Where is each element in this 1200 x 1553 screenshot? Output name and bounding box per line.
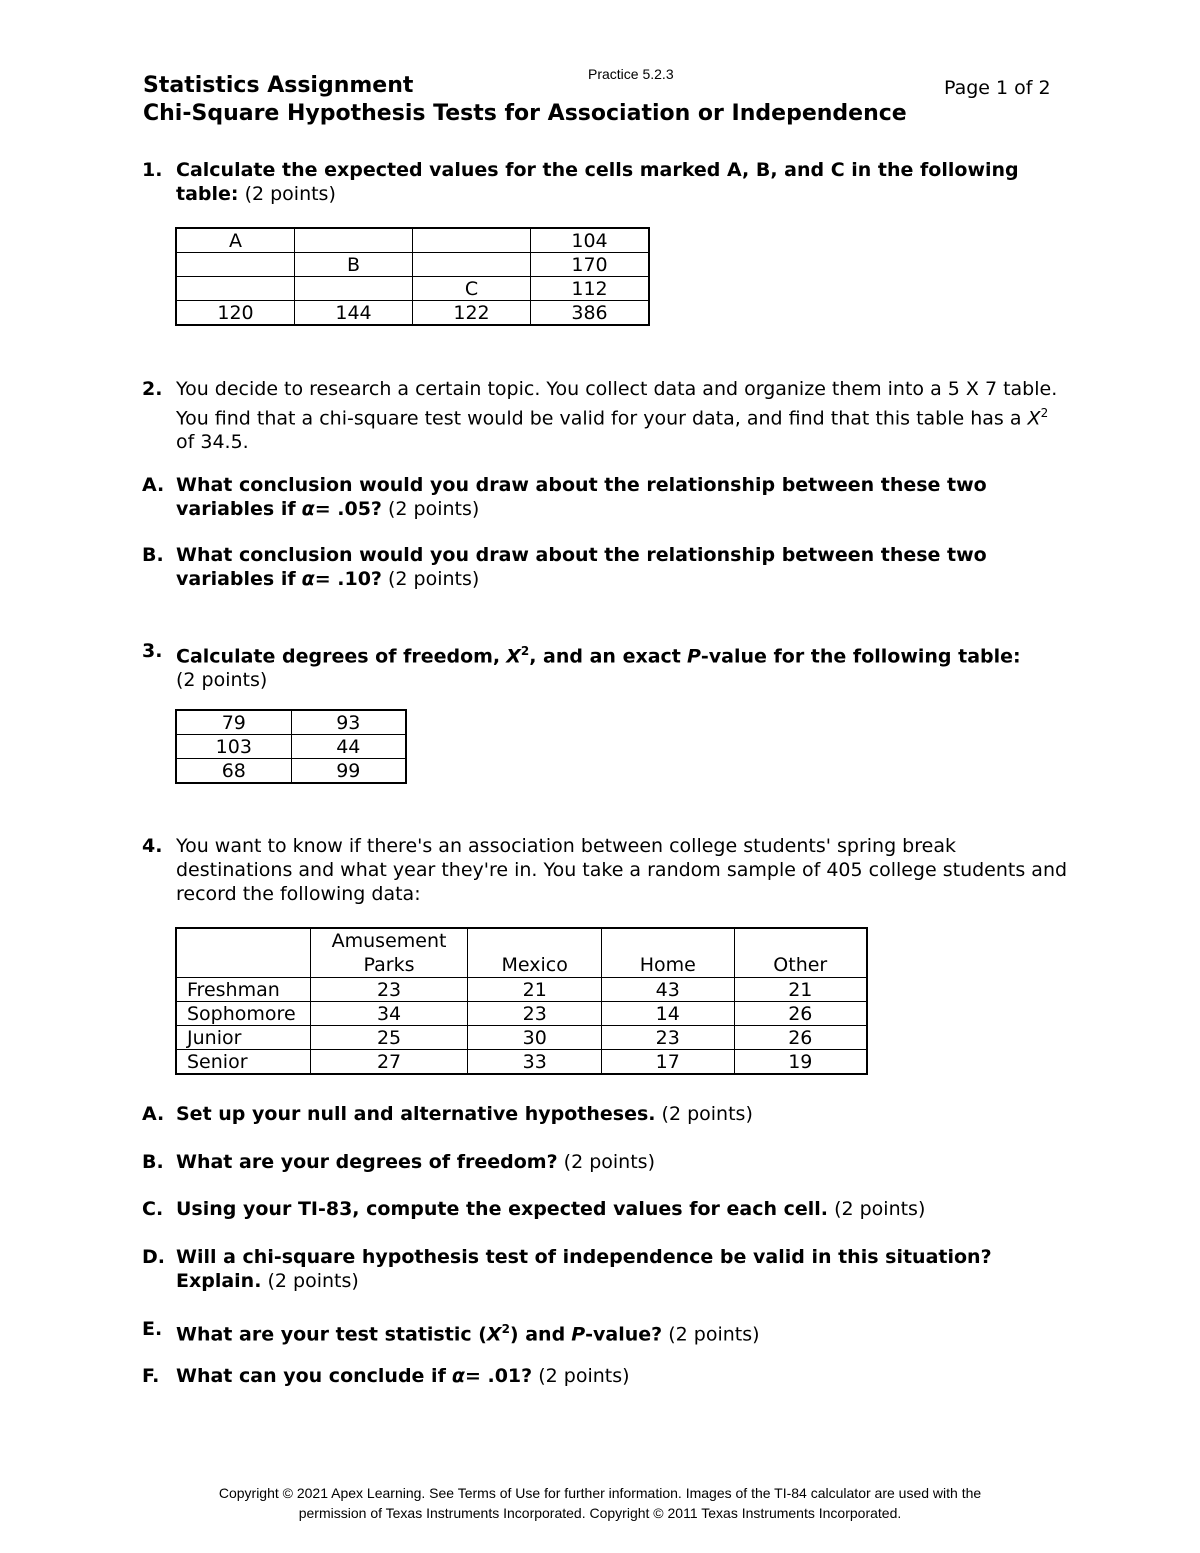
p-symbol: P <box>686 645 701 668</box>
part-text: What conclusion would you draw about the relationship between these two variables if <box>176 544 987 590</box>
question-4-part <box>142 1150 1072 1174</box>
table-cell: 112 <box>531 277 650 301</box>
table-row <box>176 978 867 1002</box>
table-row <box>176 1026 867 1050</box>
table-cell: 103 <box>176 735 291 759</box>
question-4-part <box>142 1245 1072 1293</box>
row-header: Senior <box>176 1050 310 1075</box>
part-label: A. <box>142 474 165 496</box>
superscript: 2 <box>1040 406 1049 420</box>
question-4-part <box>142 1317 1072 1346</box>
copyright-line-1: Copyright © 2021 Apex Learning. See Terms of Use for further information. Images of the TI-84 calculator are used with the <box>218 1485 982 1501</box>
alpha-symbol: α <box>301 568 315 590</box>
spring-break-table <box>175 927 868 1075</box>
points-label: (2 points) <box>538 1365 630 1387</box>
table-row <box>176 759 406 784</box>
table-cell <box>413 228 531 253</box>
part-text: Will a chi-square hypothesis test of independence be valid in this situation? Explain. <box>176 1246 992 1292</box>
expected-values-table <box>175 227 650 326</box>
row-header: Junior <box>176 1026 310 1050</box>
table-cell: 93 <box>291 710 406 735</box>
part-label: C. <box>142 1198 164 1220</box>
footer <box>100 1483 1100 1523</box>
chi-symbol: X <box>506 645 521 668</box>
question-2b <box>142 543 1072 591</box>
part-text-end: -value? <box>585 1323 663 1346</box>
part-text: Using your TI-83, compute the expected values for each cell. <box>176 1198 829 1220</box>
question-4-part <box>142 1102 1072 1126</box>
part-label: D. <box>142 1246 165 1268</box>
table-cell: 34 <box>310 1002 468 1026</box>
table-cell: 386 <box>531 301 650 326</box>
table-header-row <box>176 928 867 978</box>
row-header: Sophomore <box>176 1002 310 1026</box>
points-label: (2 points) <box>834 1198 926 1220</box>
part-text: Set up your null and alternative hypotheses. <box>176 1103 656 1125</box>
points-label: (2 points) <box>563 1151 655 1173</box>
points-label: (2 points) <box>668 1323 760 1346</box>
question-text: You want to know if there's an association between college students' spring break destinations and what year they're in. You take a random sample of 405 college students and record the following data: <box>176 835 1068 905</box>
table-cell <box>413 253 531 277</box>
table-cell: 23 <box>310 978 468 1002</box>
column-header: Other <box>734 928 867 978</box>
table-cell: 25 <box>310 1026 468 1050</box>
part-label: B. <box>142 1151 164 1173</box>
table-cell: 14 <box>601 1002 734 1026</box>
points-label: (2 points) <box>244 183 336 205</box>
table-cell: 26 <box>734 1002 867 1026</box>
question-text-mid: , and an exact <box>529 645 681 668</box>
points-label: (2 points) <box>661 1103 753 1125</box>
table-cell: 21 <box>734 978 867 1002</box>
alpha-symbol: α <box>301 498 315 520</box>
table-row <box>176 301 649 326</box>
table-cell: 99 <box>291 759 406 784</box>
table-row <box>176 253 649 277</box>
points-label: (2 points) <box>176 669 268 692</box>
table-cell: 44 <box>291 735 406 759</box>
points-label: (2 points) <box>267 1270 359 1292</box>
question-text: Calculate the expected values for the cells marked A, B, and C in the following table: <box>176 159 1019 205</box>
part-label: B. <box>142 544 164 566</box>
page-number: Page 1 of 2 <box>944 77 1051 99</box>
column-header: Amusement Parks <box>310 928 468 978</box>
table-row <box>176 1050 867 1075</box>
table-cell <box>176 253 295 277</box>
table-row <box>176 277 649 301</box>
column-header: Mexico <box>468 928 602 978</box>
table-cell: 144 <box>295 301 413 326</box>
question-number: 1. <box>142 159 163 181</box>
table-cell: 21 <box>468 978 602 1002</box>
part-label: A. <box>142 1103 165 1125</box>
question-text-end: -value for the following table: <box>700 645 1021 668</box>
alpha-symbol: α <box>451 1365 465 1387</box>
row-header: Freshman <box>176 978 310 1002</box>
column-header <box>176 928 310 978</box>
table-cell: 30 <box>468 1026 602 1050</box>
table-cell: B <box>295 253 413 277</box>
part-label: E. <box>142 1318 163 1340</box>
question-4 <box>142 834 1072 906</box>
table-cell: 122 <box>413 301 531 326</box>
question-number: 3. <box>142 640 163 662</box>
table-cell <box>295 277 413 301</box>
points-label: (2 points) <box>388 498 480 520</box>
copyright-line-2: permission of Texas Instruments Incorporated. Copyright © 2011 Texas Instruments Incorporated. <box>298 1505 902 1521</box>
p-symbol: P <box>571 1323 586 1346</box>
part-text: What conclusion would you draw about the relationship between these two variables if <box>176 474 987 520</box>
part-text: What can you conclude if <box>176 1365 446 1387</box>
table-cell: 104 <box>531 228 650 253</box>
superscript: 2 <box>520 644 530 658</box>
part-text: What are your degrees of freedom? <box>176 1151 558 1173</box>
table-cell: 43 <box>601 978 734 1002</box>
practice-label: Practice 5.2.3 <box>588 66 674 82</box>
table-cell <box>176 277 295 301</box>
table-row <box>176 710 406 735</box>
table-cell: 19 <box>734 1050 867 1075</box>
table-row <box>176 1002 867 1026</box>
question-4-part <box>142 1197 1072 1221</box>
question-text: Calculate degrees of freedom, <box>176 645 501 668</box>
table-cell: 23 <box>468 1002 602 1026</box>
alpha-value: = .10? <box>314 568 382 590</box>
question-2a <box>142 473 1072 521</box>
table-cell: 68 <box>176 759 291 784</box>
table-cell: 23 <box>601 1026 734 1050</box>
question-number: 4. <box>142 835 163 857</box>
table-cell: C <box>413 277 531 301</box>
assignment-title: Statistics Assignment <box>143 73 414 98</box>
table-cell: 170 <box>531 253 650 277</box>
question-number: 2. <box>142 378 163 400</box>
table-cell: A <box>176 228 295 253</box>
column-header: Home <box>601 928 734 978</box>
table-cell: 120 <box>176 301 295 326</box>
table-cell: 79 <box>176 710 291 735</box>
question-3 <box>142 639 1072 692</box>
question-4-part <box>142 1364 1072 1388</box>
question-text: You decide to research a certain topic. You collect data and organize them into a 5 X 7 table. You find that a chi-square test would be valid for your data, and find that this table has a <box>176 378 1058 430</box>
points-label: (2 points) <box>388 568 480 590</box>
table-cell: 26 <box>734 1026 867 1050</box>
part-label: F. <box>142 1365 160 1387</box>
table-row <box>176 228 649 253</box>
assignment-subtitle: Chi-Square Hypothesis Tests for Association or Independence <box>143 101 907 126</box>
alpha-value: = .05? <box>314 498 382 520</box>
alpha-value: = .01? <box>464 1365 533 1387</box>
chi-symbol: X <box>1027 407 1041 430</box>
part-text: What are your test statistic ( <box>176 1323 487 1346</box>
chi-symbol: X <box>486 1323 502 1346</box>
superscript: 2 <box>501 1322 510 1336</box>
question-2 <box>142 377 1072 454</box>
table-cell: 27 <box>310 1050 468 1075</box>
question-1 <box>142 158 1072 206</box>
table-cell <box>295 228 413 253</box>
table-cell: 33 <box>468 1050 602 1075</box>
question-text-end: of 34.5. <box>176 431 249 454</box>
contingency-table <box>175 709 407 784</box>
part-text-mid: ) and <box>509 1323 566 1346</box>
table-cell: 17 <box>601 1050 734 1075</box>
table-row <box>176 735 406 759</box>
